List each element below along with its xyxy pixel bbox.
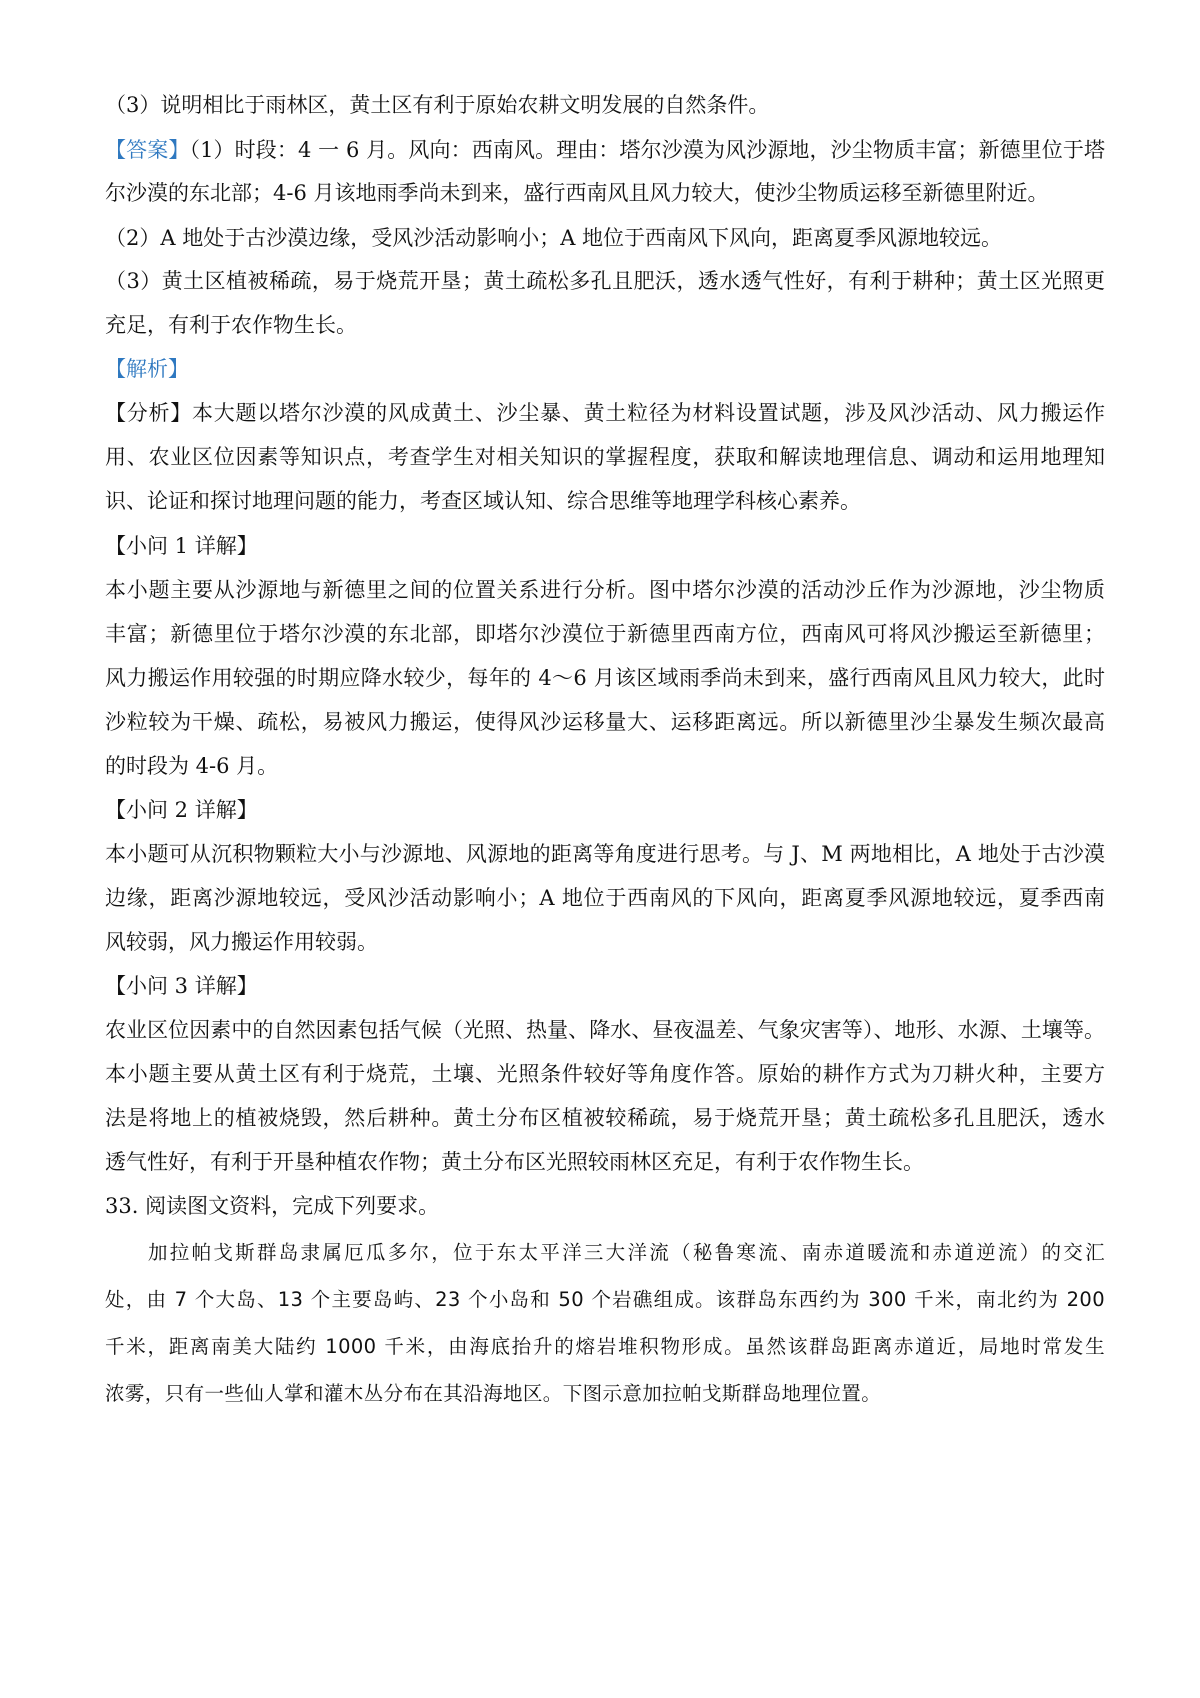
question-3-prompt: （3）说明相比于雨林区，黄土区有利于原始农耕文明发展的自然条件。 (105, 93, 770, 117)
sub-question-2-heading: 【小问 2 详解】 (105, 798, 258, 822)
q3-detail-line-4: 透气性好，有利于开垦种植农作物；黄土分布区光照较雨林区充足，有利于农作物生长。 (105, 1150, 924, 1174)
q1-detail-line-2: 丰富；新德里位于塔尔沙漠的东北部，即塔尔沙漠位于新德里西南方位，西南风可将风沙搬运至新德里； (105, 622, 1105, 646)
q2-detail-line-1: 本小题可从沉积物颗粒大小与沙源地、风源地的距离等角度进行思考。与 J、M 两地相比，A 地处于古沙漠 (105, 842, 1105, 866)
q3-detail-line-3: 法是将地上的植被烧毁，然后耕种。黄土分布区植被较稀疏，易于烧荒开垦；黄土疏松多孔且肥沃，透水 (105, 1106, 1105, 1130)
q3-detail-line-2: 本小题主要从黄土区有利于烧荒，土壤、光照条件较好等角度作答。原始的耕作方式为刀耕火种，主要方 (105, 1062, 1105, 1086)
q1-detail-line-1: 本小题主要从沙源地与新德里之间的位置关系进行分析。图中塔尔沙漠的活动沙丘作为沙源地，沙尘物质 (105, 578, 1105, 602)
sub-question-1-heading: 【小问 1 详解】 (105, 534, 258, 558)
answer-line-2: 尔沙漠的东北部；4-6 月该地雨季尚未到来，盛行西南风且风力较大，使沙尘物质运移至新德里附近。 (105, 181, 1049, 205)
answer-3-line-2: 充足，有利于农作物生长。 (105, 313, 357, 337)
q1-detail-line-5: 的时段为 4-6 月。 (105, 754, 279, 778)
material-line-2: 处，由 7 个大岛、13 个主要岛屿、23 个小岛和 50 个岩礁组成。该群岛东西约为 300 千米，南北约为 200 (105, 1288, 1105, 1311)
material-line-4: 浓雾，只有一些仙人掌和灌木丛分布在其沿海地区。下图示意加拉帕戈斯群岛地理位置。 (105, 1382, 882, 1405)
fenxi-line-2: 用、农业区位因素等知识点，考查学生对相关知识的掌握程度，获取和解读地理信息、调动和运用地理知 (105, 445, 1105, 469)
q2-detail-line-2: 边缘，距离沙源地较远，受风沙活动影响小；A 地位于西南风的下风向，距离夏季风源地较远，夏季西南 (105, 886, 1105, 910)
answer-line-1: 【答案】（1）时段：4 一 6 月。风向：西南风。理由：塔尔沙漠为风沙源地，沙尘物质丰富；新德里位于塔 (105, 138, 1105, 162)
question-33-heading: 33. 阅读图文资料，完成下列要求。 (105, 1194, 440, 1218)
fenxi-line-1: 【分析】本大题以塔尔沙漠的风成黄土、沙尘暴、黄土粒径为材料设置试题，涉及风沙活动、风力搬运作 (105, 401, 1105, 425)
material-line-3: 千米，距离南美大陆约 1000 千米，由海底抬升的熔岩堆积物形成。虽然该群岛距离赤道近，局地时常发生 (105, 1335, 1105, 1358)
answer-3-line-1: （3）黄土区植被稀疏，易于烧荒开垦；黄土疏松多孔且肥沃，透水透气性好，有利于耕种；黄土区光照更 (105, 269, 1105, 293)
q1-detail-line-3: 风力搬运作用较强的时期应降水较少，每年的 4～6 月该区域雨季尚未到来，盛行西南风且风力较大，此时 (105, 666, 1105, 690)
q2-detail-line-3: 风较弱，风力搬运作用较弱。 (105, 930, 378, 954)
answer-label: 【答案】 (105, 138, 190, 162)
sub-question-3-heading: 【小问 3 详解】 (105, 974, 258, 998)
fenxi-line-3: 识、论证和探讨地理问题的能力，考查区域认知、综合思维等地理学科核心素养。 (105, 489, 861, 513)
material-line-1: 加拉帕戈斯群岛隶属厄瓜多尔，位于东太平洋三大洋流（秘鲁寒流、南赤道暖流和赤道逆流）的交汇 (148, 1241, 1105, 1264)
q1-detail-line-4: 沙粒较为干燥、疏松，易被风力搬运，使得风沙运移量大、运移距离远。所以新德里沙尘暴发生频次最高 (105, 710, 1105, 734)
analysis-label: 【解析】 (105, 357, 189, 381)
answer-2: （2）A 地处于古沙漠边缘，受风沙活动影响小；A 地位于西南风下风向，距离夏季风源地较远。 (105, 226, 1003, 250)
q3-detail-line-1: 农业区位因素中的自然因素包括气候（光照、热量、降水、昼夜温差、气象灾害等）、地形、水源、土壤等。 (105, 1018, 1105, 1042)
